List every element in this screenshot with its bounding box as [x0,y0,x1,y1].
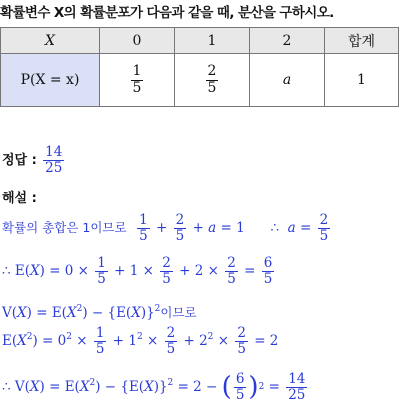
table-cell [100,54,175,107]
table-cell-total: 1 [325,54,399,107]
table-cell [175,54,250,107]
answer-line [2,145,66,176]
step1-tail: ∴ a = [270,219,312,236]
solution-label-line [2,187,37,206]
step3-text: 이므로 [160,305,197,320]
table-header-value: 0 [100,28,175,54]
fraction: $\frac{2}{5}$ [207,63,217,96]
table-row-label: P(X = x) [1,54,100,107]
answer-fraction: $\frac{14}{25}$ [45,144,63,176]
solution-step-2: ∴ E(X) = 0 × $\frac{1}{5}$ + 1 × $\frac{2}{5}$ + 2 × $\frac{2}{5}$ = $\frac{6}{5}$ [2,255,273,287]
solution-label: 해설 : [2,191,37,206]
solution-step-3: $V(X) = E(X^2) - \{E(X)\}^2$이므로 [2,304,197,321]
table-probability-row [1,54,399,107]
answer-label: 정답 : [2,152,37,168]
probability-table [0,27,399,107]
step1-text: 확률의 총합은 1이므로 [2,219,127,235]
table-header-row [1,28,399,54]
table-header-value: 1 [175,28,250,54]
solution-step-4: $E(X^2) = 0^2$ × $\frac{1}{5}$ + $1^2$ × $\frac{2}{5}$ + $2^2$ × $\frac{2}{5}$ = 2 [2,325,279,357]
question-text: 확률변수 X의 확률분포가 다음과 같을 때, 분산을 구하시오. [0,5,334,21]
table-cell: a [250,54,325,107]
table-header-total: 합계 [325,28,399,54]
fraction: $\frac{1}{5}$ [132,63,142,96]
solution-step-5: ∴ $V(X) = E(X^2) - \{E(X)\}^2 = 2$ − ( $\frac{6}{5}$ ) 2 = $\frac{14}{25}$ [2,371,306,403]
table-header-x: X [1,28,100,54]
solution-step-1: 확률의 총합은 1이므로 $\frac{1}{5}$ + $\frac{2}{5}$ + a = 1 ∴ a = $\frac{2}{5}$ [2,212,329,244]
table-header-value: 2 [250,28,325,54]
